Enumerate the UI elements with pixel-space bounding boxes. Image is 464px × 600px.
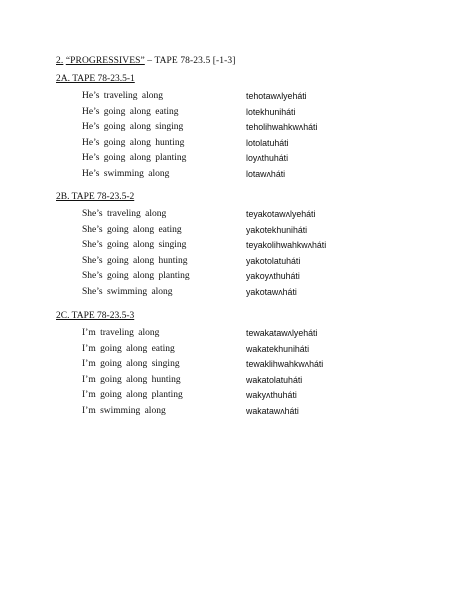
list-item	[56, 167, 456, 183]
translation: wakatekhuniháti	[246, 343, 310, 354]
english-gloss: I’m going along hunting	[82, 374, 181, 385]
list-item	[56, 136, 456, 152]
section-heading: 2C. TAPE 78-23.5-3	[56, 311, 135, 321]
section-2a	[56, 72, 456, 183]
translation: wakatolatuháti	[246, 374, 303, 385]
list-item	[56, 342, 456, 358]
list-item	[56, 151, 456, 167]
translation: teholihwahkwʌháti	[246, 122, 318, 133]
list-item	[56, 89, 456, 105]
english-gloss: I’m going along eating	[82, 343, 175, 354]
english-gloss: I’m going along singing	[82, 359, 180, 370]
list-item	[56, 105, 456, 121]
translation: teyakotawʌlyeháti	[246, 209, 316, 219]
english-gloss: She’s going along planting	[82, 271, 190, 282]
english-gloss: I’m swimming along	[82, 405, 166, 416]
translation: wakyʌthuháti	[246, 390, 297, 401]
list-item	[56, 388, 456, 404]
translation: yakotekhuniháti	[246, 224, 308, 235]
translation: yakoyʌthuháti	[246, 271, 300, 282]
english-gloss: She’s swimming along	[82, 286, 173, 297]
list-item	[56, 238, 456, 254]
section-heading: 2A. TAPE 78-23.5-1	[56, 74, 135, 84]
english-gloss: She’s going along eating	[82, 224, 182, 235]
list-item	[56, 357, 456, 373]
title-number: 2.	[56, 56, 64, 66]
english-gloss: He’s going along singing	[82, 122, 184, 133]
section-heading: 2B. TAPE 78-23.5-2	[56, 192, 135, 202]
list-item	[56, 269, 456, 285]
list-item	[56, 285, 456, 301]
translation: loyʌthuháti	[246, 153, 289, 164]
english-gloss: He’s going along eating	[82, 106, 179, 117]
translation: lotolatuháti	[246, 137, 289, 148]
section-2b	[56, 190, 456, 301]
list-item	[56, 223, 456, 239]
title-rest: – TAPE 78-23.5 [-1-3]	[147, 56, 236, 66]
translation: tewaklihwahkwʌháti	[246, 359, 324, 370]
list-item	[56, 326, 456, 342]
translation: teyakolihwahkwʌháti	[246, 240, 327, 251]
english-gloss: He’s going along planting	[82, 153, 187, 164]
translation: tewakatawʌlyeháti	[246, 328, 318, 338]
english-gloss: He’s swimming along	[82, 168, 170, 179]
list-item	[56, 207, 456, 223]
page-title	[56, 56, 236, 66]
english-gloss: She’s going along singing	[82, 240, 187, 251]
translation: tehotawʌlyeháti	[246, 91, 307, 101]
title-quoted: “PROGRESSIVES”	[65, 56, 145, 66]
list-item	[56, 404, 456, 420]
translation: yakotolatuháti	[246, 255, 301, 266]
translation: yakotawʌháti	[246, 286, 297, 297]
english-gloss: He’s traveling along	[82, 91, 164, 101]
translation: wakatawʌháti	[246, 405, 299, 416]
english-gloss: She’s traveling along	[82, 209, 167, 219]
english-gloss: I’m going along planting	[82, 390, 183, 401]
list-item	[56, 120, 456, 136]
section-2c	[56, 309, 456, 420]
list-item	[56, 373, 456, 389]
list-item	[56, 254, 456, 270]
translation: lotawʌháti	[246, 168, 286, 179]
english-gloss: I’m traveling along	[82, 328, 160, 338]
english-gloss: He’s going along hunting	[82, 137, 185, 148]
translation: lotekhuniháti	[246, 106, 296, 117]
english-gloss: She’s going along hunting	[82, 255, 188, 266]
